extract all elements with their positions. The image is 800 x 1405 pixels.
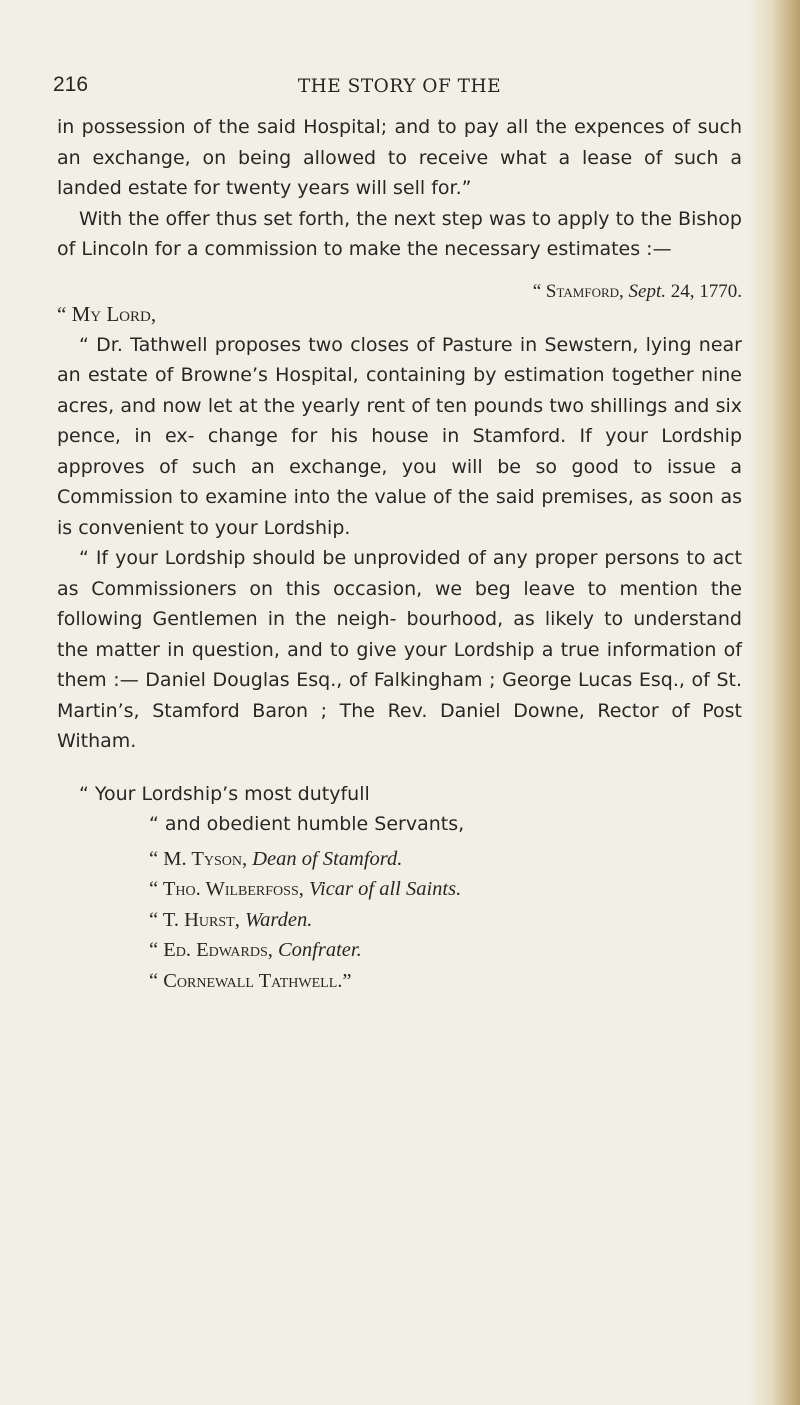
signature-title: Warden. (244, 908, 313, 931)
closing-line-2: “ and obedient humble Servants, (149, 813, 465, 835)
signature-block (57, 844, 742, 997)
page-header (53, 70, 742, 112)
salutation: “ My Lord, (57, 302, 157, 326)
paragraph-1: in possession of the said Hospital; and to pay all the expences of such an exchange, on being allowed to receive what a lease of such a landed estate for twenty years will sell for.” (57, 116, 742, 199)
page-edge-shadow (748, 0, 800, 1405)
signature-title: Vicar of all Saints. (309, 878, 462, 900)
signature-name: “ T. Hurst, (149, 908, 240, 931)
signature-name: “ Ed. Edwards, (149, 939, 273, 961)
signature-name: “ Tho. Wilberfoss, (149, 878, 304, 900)
signature-title: Dean of Stamford. (252, 847, 403, 870)
paragraph-2: With the offer thus set forth, the next step was to apply to the Bishop of Lincoln for a commission to make the necessary estimates :— (57, 207, 742, 260)
closing-line-1: “ Your Lordship’s most dutyfull (79, 782, 370, 805)
signature-line (57, 844, 742, 875)
dateline-place: “ Stamford, (532, 280, 624, 302)
signature-line (57, 966, 742, 997)
book-page (53, 70, 742, 996)
body-text (57, 112, 742, 996)
signature-line (57, 905, 742, 936)
signature-name: “ M. Tyson, (149, 847, 248, 870)
signature-line (57, 935, 742, 966)
running-title: THE STORY OF THE (297, 76, 502, 97)
dateline-month: Sept. (628, 280, 666, 302)
paragraph-3: “ Dr. Tathwell proposes two closes of Pasture in Sewstern, lying near an estate of Browne’s Hospital, containing by estimation together nine acres, and now let at the yearly rent of ten pounds two shillings and six pence, in ex- change for his house in Stamford. If your Lordship approves of such an exchange, you will be so good to issue a Commission to examine into the value of the said premises, as soon as is convenient to your Lordship. (57, 333, 742, 539)
signature-line (57, 874, 742, 905)
signature-name: “ Cornewall Tathwell.” (149, 969, 352, 992)
dateline-rest: 24, 1770. (670, 280, 742, 302)
page-number: 216 (53, 73, 89, 96)
paragraph-4: “ If your Lordship should be unprovided of any proper persons to act as Commissioners on this occasion, we beg leave to mention the following Gentlemen in the neigh- bourhood, as likely to understand the matter in question, and to give your Lordship a true information of them :— Daniel Douglas Esq., of Falkingham ; George Lucas Esq., of St. Martin’s, Stamford Baron ; The Rev. Daniel Downe, Rector of Post Witham. (57, 547, 742, 752)
signature-title: Confrater. (278, 939, 362, 961)
